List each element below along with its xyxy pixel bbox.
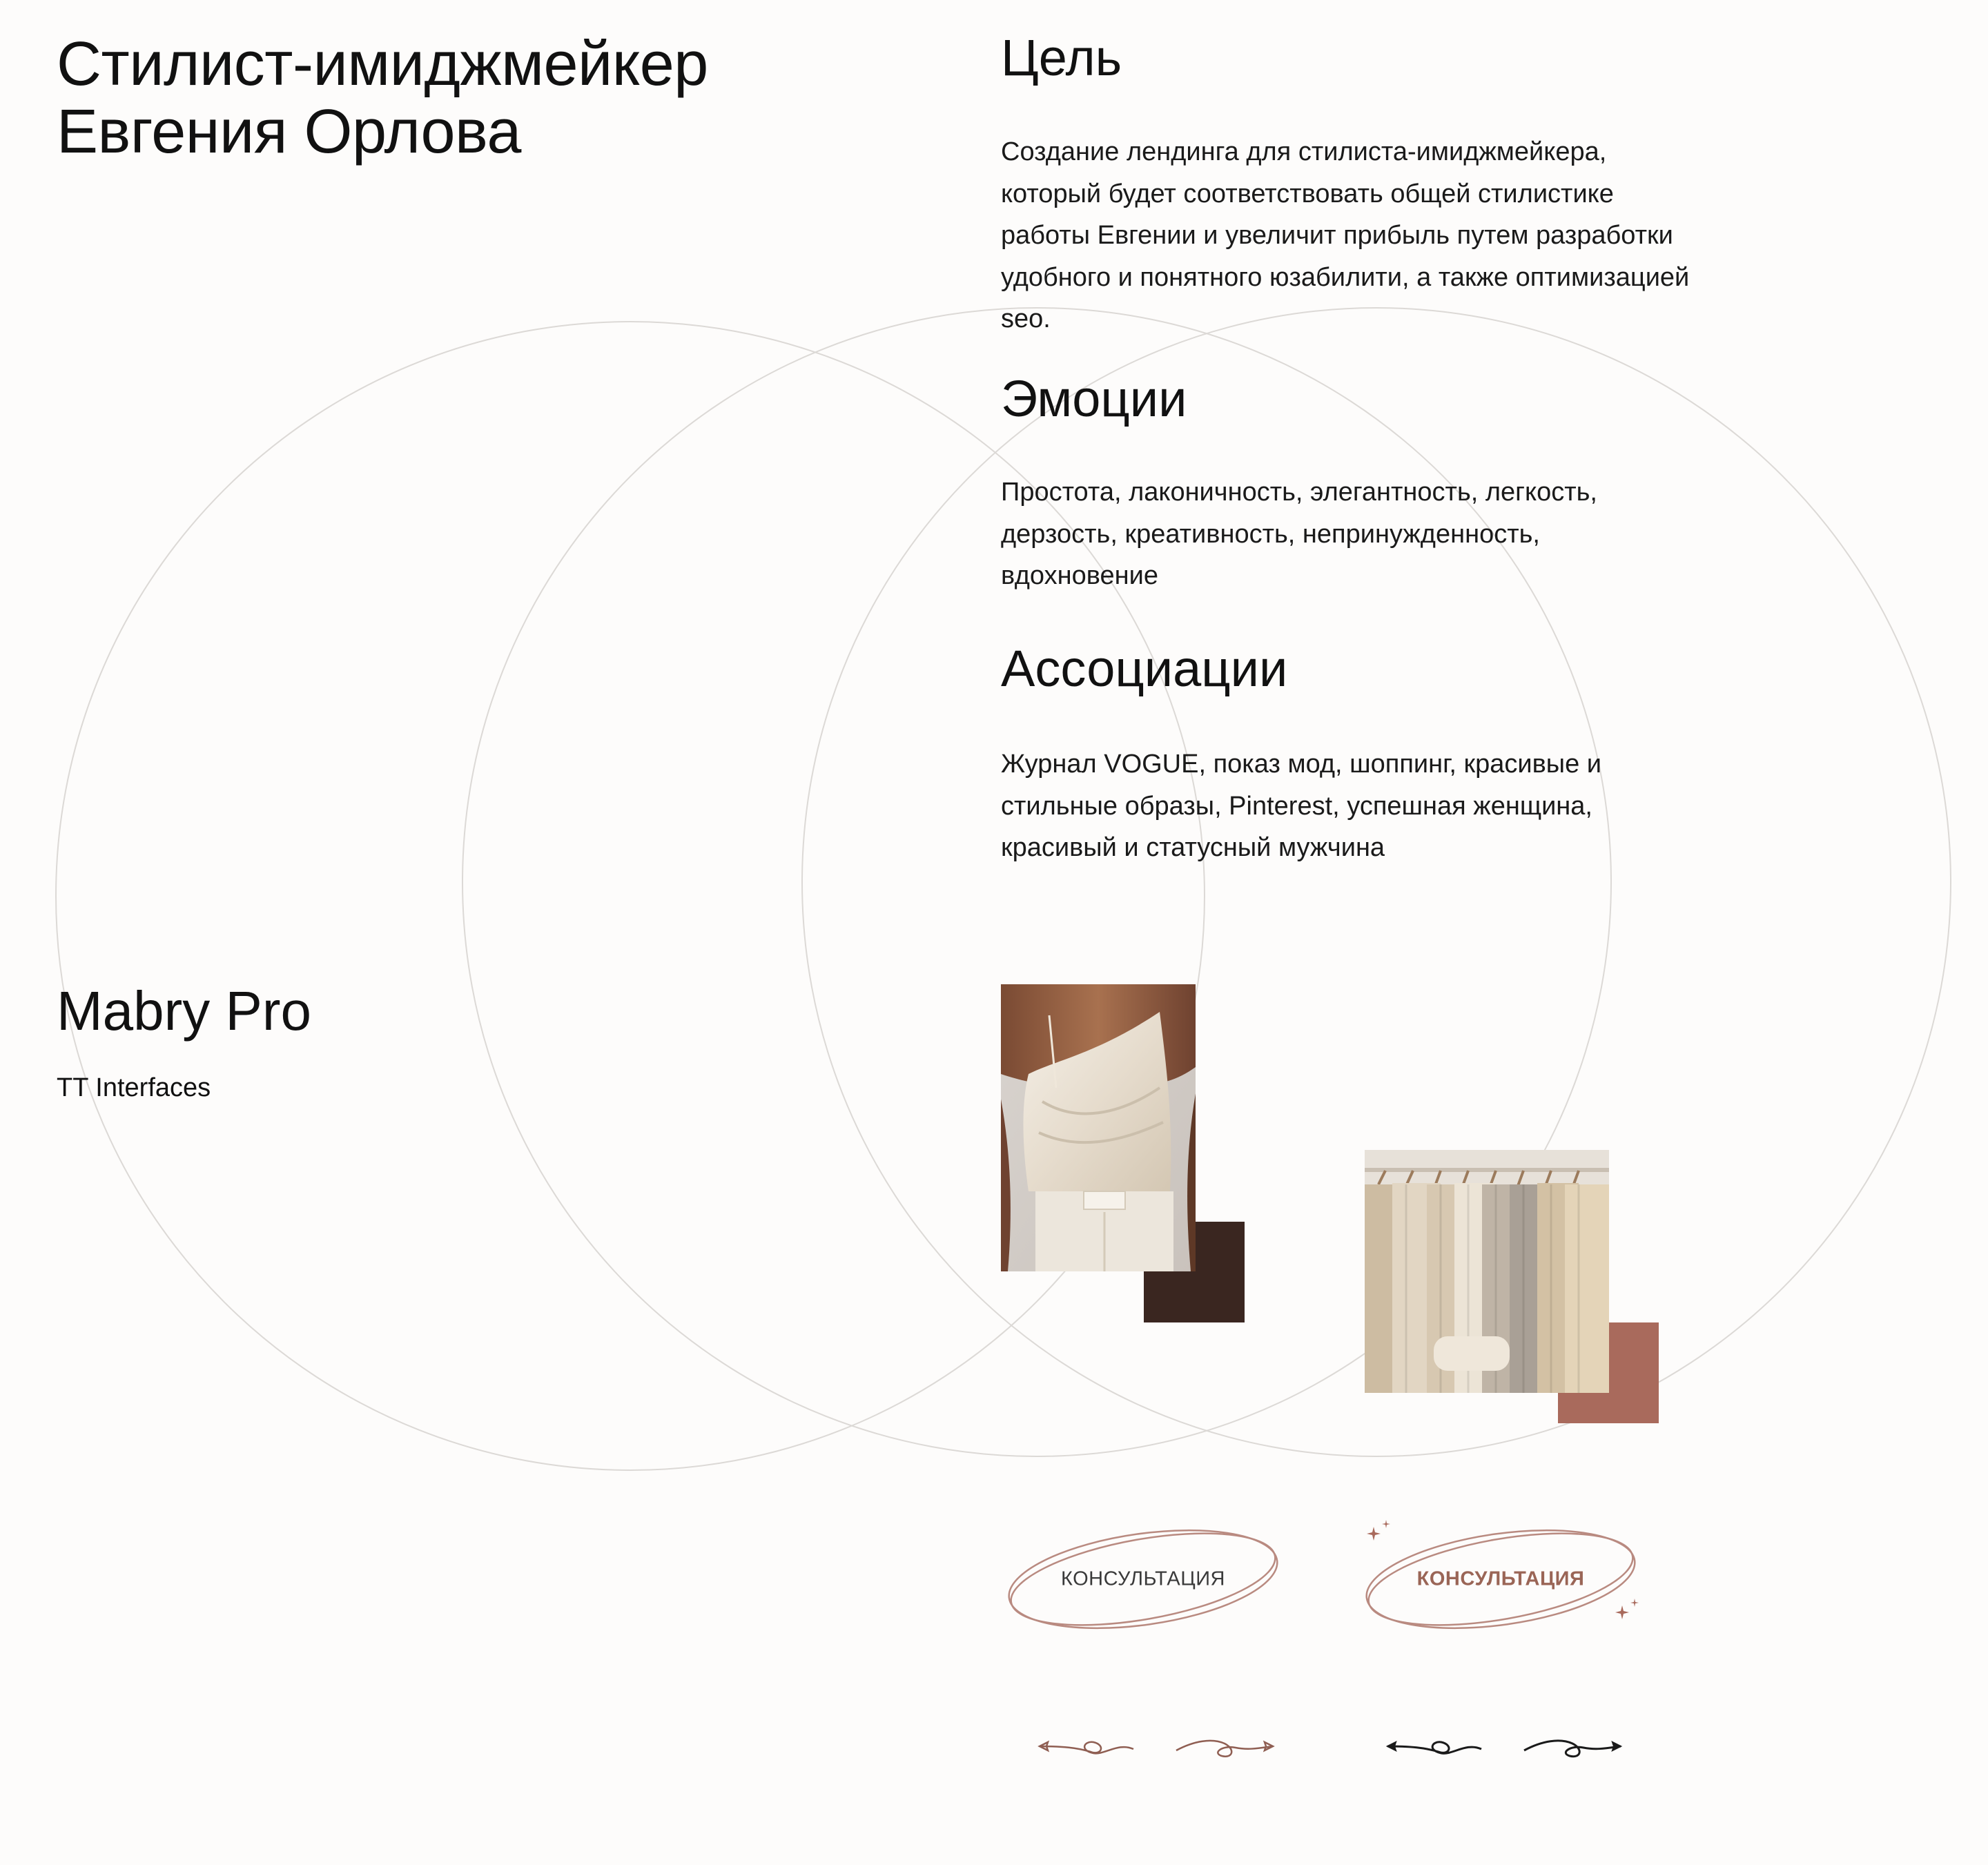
- consultation-button[interactable]: [1005, 1525, 1281, 1633]
- arrow-right-light[interactable]: [1173, 1726, 1277, 1767]
- arrow-right-icon: [1521, 1726, 1625, 1767]
- consultation-button-label: КОНСУЛЬТАЦИЯ: [1061, 1568, 1225, 1590]
- consultation-button-hover[interactable]: [1363, 1525, 1639, 1633]
- arrow-left-light[interactable]: [1035, 1726, 1139, 1767]
- arrow-right-dark[interactable]: [1521, 1726, 1625, 1767]
- title-line-1: Стилист-имиджмейкер: [57, 30, 708, 99]
- arrow-left-icon: [1383, 1726, 1487, 1767]
- silk-camisole-photo: [1001, 984, 1196, 1271]
- clothing-rack-image: [1365, 1150, 1609, 1393]
- sparkle-icon: [1364, 1516, 1399, 1550]
- associations-text: Журнал VOGUE, показ мод, шоппинг, красивые и стильные образы, Pinterest, успешная женщина, красивый и статусный мужчина: [1001, 750, 1602, 862]
- secondary-font-name: TT Interfaces: [57, 1073, 211, 1102]
- arrow-left-icon: [1035, 1726, 1139, 1767]
- goal-text: Создание лендинга для стилиста-имиджмейкера, который будет соответствовать общей стилистике работы Евгении и увеличит прибыль путем разработки удобного и понятного юзабилити, а также оптимизацией seo.: [1001, 137, 1690, 333]
- arrow-right-icon: [1173, 1726, 1277, 1767]
- clothing-rack-photo: [1365, 1150, 1609, 1393]
- goal-heading: Цель: [1001, 29, 1122, 86]
- page-title: [57, 30, 885, 166]
- emotions-text: Простота, лаконичность, элегантность, легкость, дерзость, креативность, непринужденность, вдохновение: [1001, 478, 1597, 590]
- consultation-button-hover-label: КОНСУЛЬТАЦИЯ: [1416, 1568, 1585, 1590]
- arrow-left-dark[interactable]: [1383, 1726, 1487, 1767]
- title-line-2: Евгения Орлова: [57, 97, 521, 166]
- silk-camisole-image: [1001, 984, 1196, 1271]
- primary-font-name: Mabry Pro: [57, 980, 311, 1042]
- sparkle-icon: [1612, 1593, 1647, 1628]
- associations-heading: Ассоциации: [1001, 640, 1288, 697]
- emotions-heading: Эмоции: [1001, 370, 1187, 427]
